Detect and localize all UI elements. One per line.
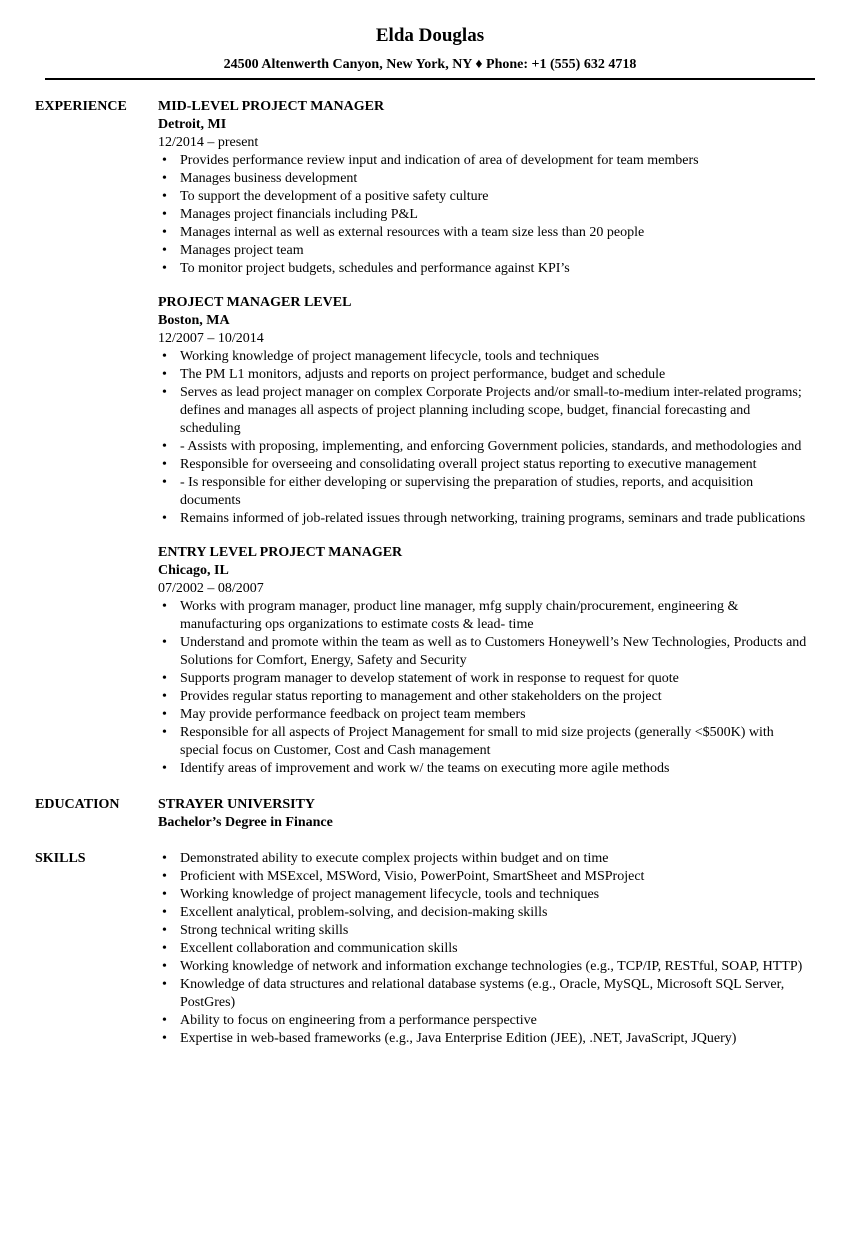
- job-location: Boston, MA: [158, 313, 230, 328]
- degree-name: Bachelor’s Degree in Finance: [158, 815, 333, 830]
- bullet-item: • Serves as lead project manager on complex Corporate Projects and/or small-to-medium inter-related programs; defines and manages all aspects of project planning including scope, budget, financial forecasting and scheduling: [158, 384, 808, 438]
- education-body: [158, 796, 808, 832]
- job-dates: 12/2007 – 10/2014: [158, 331, 264, 346]
- education-heading: EDUCATION: [35, 797, 120, 812]
- experience-heading: EXPERIENCE: [35, 99, 127, 114]
- skill-item: • Proficient with MSExcel, MSWord, Visio, PowerPoint, SmartSheet and MSProject: [158, 868, 808, 886]
- bullet-item: • To monitor project budgets, schedules and performance against KPI’s: [158, 260, 808, 278]
- bullet-item: • Responsible for overseeing and consolidating overall project status reporting to executive management: [158, 456, 808, 474]
- job-bullets: [158, 348, 808, 528]
- bullet-item: • - Is responsible for either developing or supervising the preparation of studies, reports, and acquisition documents: [158, 474, 808, 510]
- school-name: STRAYER UNIVERSITY: [158, 797, 316, 812]
- bullet-item: • Manages business development: [158, 170, 808, 188]
- bullet-item: • Understand and promote within the team as well as to Customers Honeywell’s New Technologies, Products and Solutions for Comfort, Energy, Safety and Security: [158, 634, 808, 670]
- bullet-item: • Working knowledge of project management lifecycle, tools and techniques: [158, 348, 808, 366]
- job-entry: [158, 294, 808, 528]
- bullet-item: • - Assists with proposing, implementing, and enforcing Government policies, standards, and methodologies and: [158, 438, 808, 456]
- job-title: PROJECT MANAGER LEVEL: [158, 295, 352, 310]
- bullet-item: • Works with program manager, product line manager, mfg supply chain/procurement, engineering & manufacturing ops organizations to estimate costs & lead- time: [158, 598, 808, 634]
- skill-item: • Excellent collaboration and communication skills: [158, 940, 808, 958]
- education-section: [0, 796, 860, 832]
- header-divider: [45, 78, 815, 80]
- job-bullets: [158, 598, 808, 778]
- contact-info: 24500 Altenwerth Canyon, New York, NY ♦ Phone: +1 (555) 632 4718: [223, 57, 637, 72]
- experience-body: [158, 98, 808, 778]
- job-title: ENTRY LEVEL PROJECT MANAGER: [158, 545, 403, 560]
- skills-heading: SKILLS: [35, 851, 86, 866]
- job-location: Detroit, MI: [158, 117, 227, 132]
- skill-item: • Working knowledge of project management lifecycle, tools and techniques: [158, 886, 808, 904]
- job-bullets: [158, 152, 808, 278]
- skill-item: • Demonstrated ability to execute complex projects within budget and on time: [158, 850, 808, 868]
- skills-section: [0, 850, 860, 1048]
- bullet-item: • Identify areas of improvement and work w/ the teams on executing more agile methods: [158, 760, 808, 778]
- bullet-item: • Supports program manager to develop statement of work in response to request for quote: [158, 670, 808, 688]
- job-dates: 12/2014 – present: [158, 135, 259, 150]
- bullet-item: • Provides performance review input and indication of area of development for team members: [158, 152, 808, 170]
- bullet-item: • May provide performance feedback on project team members: [158, 706, 808, 724]
- skill-item: • Expertise in web-based frameworks (e.g., Java Enterprise Edition (JEE), .NET, JavaScript, JQuery): [158, 1030, 808, 1048]
- bullet-item: • Provides regular status reporting to management and other stakeholders on the project: [158, 688, 808, 706]
- job-entry: [158, 544, 808, 778]
- bullet-item: • Manages internal as well as external resources with a team size less than 20 people: [158, 224, 808, 242]
- bullet-item: • The PM L1 monitors, adjusts and reports on project performance, budget and schedule: [158, 366, 808, 384]
- skill-item: • Excellent analytical, problem-solving, and decision-making skills: [158, 904, 808, 922]
- bullet-item: • Responsible for all aspects of Project Management for small to mid size projects (generally <$500K) with special focus on Customer, Cost and Cash management: [158, 724, 808, 760]
- bullet-item: • Manages project financials including P&L: [158, 206, 808, 224]
- bullet-item: • Manages project team: [158, 242, 808, 260]
- bullet-item: • Remains informed of job-related issues through networking, training programs, seminars and trade publications: [158, 510, 808, 528]
- skill-item: • Strong technical writing skills: [158, 922, 808, 940]
- job-dates: 07/2002 – 08/2007: [158, 581, 264, 596]
- skill-item: • Ability to focus on engineering from a performance perspective: [158, 1012, 808, 1030]
- job-location: Chicago, IL: [158, 563, 229, 578]
- bullet-item: • To support the development of a positive safety culture: [158, 188, 808, 206]
- skills-body: [158, 850, 808, 1048]
- job-entry: [158, 98, 808, 278]
- experience-section: [0, 98, 860, 778]
- skill-item: • Knowledge of data structures and relational database systems (e.g., Oracle, MySQL, Microsoft SQL Server, PostGres): [158, 976, 808, 1012]
- skill-item: • Working knowledge of network and information exchange technologies (e.g., TCP/IP, RESTful, SOAP, HTTP): [158, 958, 808, 976]
- candidate-name: Elda Douglas: [375, 25, 485, 46]
- skills-bullets: [158, 850, 808, 1048]
- job-title: MID-LEVEL PROJECT MANAGER: [158, 99, 385, 114]
